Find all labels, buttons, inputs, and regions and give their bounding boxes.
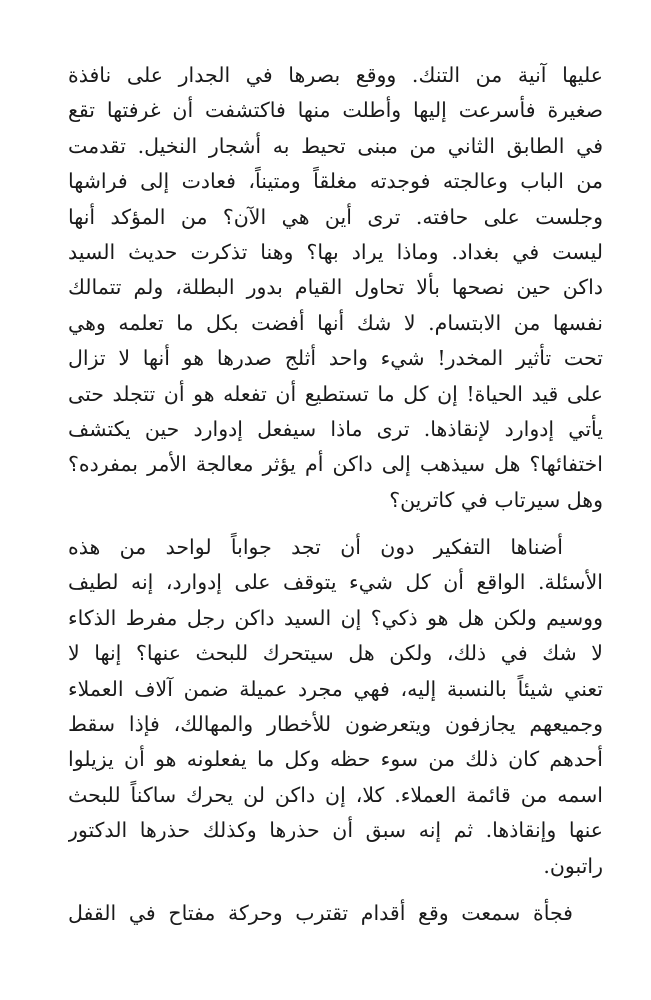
text-line: الأسئلة. الواقع أن كل شيء يتوقف على إدوارد، إنه لطيف: [68, 570, 603, 595]
text-line: صغيرة فأسرعت إليها وأطلت منها فاكتشفت أن غرفتها تقع: [68, 98, 603, 123]
paragraph-2: [68, 530, 603, 884]
text-line: أحدهم كان ذلك من سوء حظه وكل ما يفعلونه هو أن يزيلوا: [68, 747, 603, 772]
paragraph-1: [68, 58, 603, 518]
text-line: وجلست على حافته. ترى أين هي الآن؟ من المؤكد أنها: [68, 204, 603, 229]
book-page: [68, 58, 603, 931]
text-line: داكن حين نصحها بألا تحاول القيام بدور البطلة، ولم تتمالك: [68, 275, 603, 300]
text-line: راتبون.: [543, 853, 603, 878]
text-line: وهل سيرتاب في كاترين؟: [389, 487, 603, 512]
text-line: عنها وإنقاذها. ثم إنه سبق أن حذرها وكذلك حذرها الدكتور: [68, 818, 603, 843]
text-line: فجأة سمعت وقع أقدام تقترب وحركة مفتاح في القفل: [68, 900, 573, 925]
paragraph-3: [68, 896, 603, 931]
text-line: ليست في بغداد. وماذا يراد بها؟ وهنا تذكرت حديث السيد: [68, 239, 603, 264]
text-line: أضناها التفكير دون أن تجد جواباً لواحد من هذه: [68, 535, 563, 560]
text-line: ووسيم ولكن هل هو ذكي؟ إن السيد داكن رجل مفرط الذكاء: [68, 605, 603, 630]
text-line: عليها آنية من التنك. ووقع بصرها في الجدار على نافذة: [68, 63, 603, 87]
text-line: من الباب وعالجته فوجدته مغلقاً ومتيناً، فعادت إلى فراشها: [68, 169, 603, 194]
text-line: اختفائها؟ هل سيذهب إلى داكن أم يؤثر معالجة الأمر بمفرده؟: [68, 452, 603, 477]
text-line: على قيد الحياة! إن كل ما تستطيع أن تفعله هو أن تتجلد حتى: [68, 381, 603, 406]
text-line: في الطابق الثاني من مبنى تحيط به أشجار النخيل. تقدمت: [68, 133, 603, 158]
text-line: وجميعهم يجازفون ويتعرضون للأخطار والمهالك، فإذا سقط: [68, 712, 603, 737]
text-line: نفسها من الابتسام. لا شك أنها أفضت بكل ما تعلمه وهي: [68, 310, 603, 335]
text-line: تعني شيئاً بالنسبة إليه، فهي مجرد عميلة ضمن آلاف العملاء: [68, 676, 603, 701]
text-line: اسمه من قائمة العملاء. كلا، إن داكن لن يحرك ساكناً للبحث: [68, 782, 603, 807]
text-line: يأتي إدوارد لإنقاذها. ترى ماذا سيفعل إدوارد حين يكتشف: [68, 416, 603, 441]
text-line: تحت تأثير المخدر! شيء واحد أثلج صدرها هو أنها لا تزال: [68, 346, 603, 371]
text-line: لا شك في ذلك، ولكن هل سيتحرك للبحث عنها؟ إنها لا: [68, 641, 603, 666]
